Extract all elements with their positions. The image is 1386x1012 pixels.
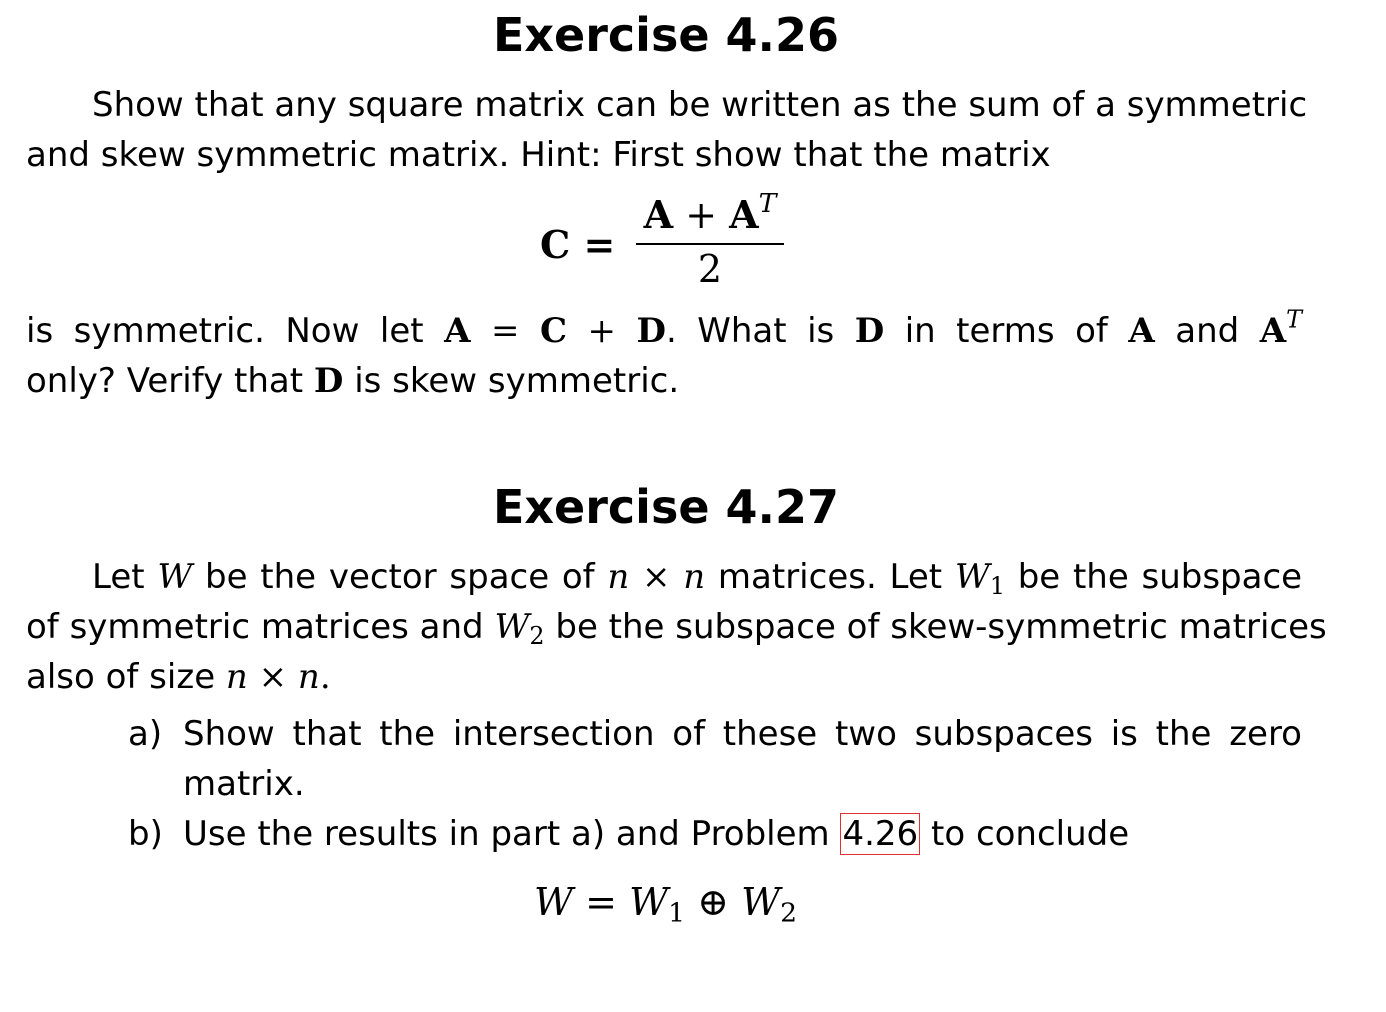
ex426-text-3c: in terms of bbox=[904, 311, 1108, 351]
var-w2 bbox=[494, 607, 545, 650]
a-transpose bbox=[1259, 305, 1302, 351]
var-a: A bbox=[444, 311, 471, 351]
var-d: D bbox=[854, 311, 885, 351]
part-b-text-a: Use the results in part a) and Problem bbox=[183, 814, 830, 854]
ex427-text-3a: also of size bbox=[26, 657, 216, 697]
list-label-a: a) bbox=[128, 714, 163, 754]
var-d: D bbox=[313, 361, 344, 401]
var-a: A bbox=[1259, 311, 1287, 351]
var-w: W bbox=[954, 557, 990, 597]
equals-sign: = bbox=[490, 311, 520, 351]
list-label-b: b) bbox=[128, 814, 163, 854]
ex426-text-1: Show that any square matrix can be written as the sum of a symmetric bbox=[92, 85, 1308, 125]
inline-equation bbox=[444, 311, 666, 351]
problem-4-26-link[interactable]: 4.26 bbox=[842, 814, 919, 854]
fraction-numerator bbox=[636, 188, 784, 239]
plus-sign: + bbox=[587, 311, 616, 351]
transpose-superscript: T bbox=[758, 188, 777, 220]
fraction-denominator: 2 bbox=[697, 246, 723, 291]
ex427-text-1d: be the subspace bbox=[1017, 557, 1303, 597]
ex427-text-1a: Let bbox=[92, 557, 145, 597]
ex426-line-2 bbox=[26, 135, 1051, 175]
subscript: 1 bbox=[668, 897, 686, 929]
ex426-line-3 bbox=[26, 305, 1302, 351]
equation-lhs: C = bbox=[540, 222, 616, 267]
subscript: 2 bbox=[529, 621, 545, 650]
plus-sign: + bbox=[685, 193, 718, 237]
ex426-text-3d: and bbox=[1175, 311, 1240, 351]
ex427-line-3 bbox=[26, 657, 331, 697]
var-a: A bbox=[729, 192, 759, 237]
part-b-line-1 bbox=[183, 814, 1130, 854]
direct-sum-symbol: ⊕ bbox=[697, 880, 730, 924]
var-w: W bbox=[629, 880, 669, 924]
ex426-text-4b: is skew symmetric. bbox=[354, 361, 680, 401]
var-w1 bbox=[954, 557, 1005, 600]
subscript: 1 bbox=[989, 571, 1005, 600]
exercise-4-26-title: Exercise 4.26 bbox=[492, 8, 840, 62]
part-b-text-b: to conclude bbox=[931, 814, 1130, 854]
var-w: W bbox=[741, 880, 781, 924]
ex427-text-1b: be the vector space of bbox=[205, 557, 595, 597]
ex427-text-2a: of symmetric matrices and bbox=[26, 607, 484, 647]
ex427-text-1c: matrices. Let bbox=[717, 557, 943, 597]
var-w: W bbox=[494, 607, 530, 647]
var-d: D bbox=[636, 311, 666, 351]
ex426-text-2: and skew symmetric matrix. Hint: First show that the matrix bbox=[26, 135, 1051, 175]
part-a-line-2 bbox=[183, 764, 305, 804]
fraction bbox=[636, 188, 784, 291]
part-a-text-1: Show that the intersection of these two subspaces is the zero bbox=[183, 714, 1302, 754]
n-by-n: n × n bbox=[225, 657, 320, 697]
part-a-line-1 bbox=[183, 714, 1302, 754]
equals-sign: = bbox=[585, 880, 617, 924]
ex427-line-1 bbox=[92, 557, 1303, 600]
part-a-text-2: matrix. bbox=[183, 764, 305, 804]
ex426-text-3a: is symmetric. Now let bbox=[26, 311, 424, 351]
var-w: W bbox=[157, 557, 193, 597]
ex427-text-2b: be the subspace of skew-symmetric matrices bbox=[555, 607, 1327, 647]
n-by-n: n × n bbox=[607, 557, 706, 597]
var-w: W bbox=[534, 880, 574, 924]
ex426-text-3b: . What is bbox=[665, 311, 835, 351]
exercise-4-27-title: Exercise 4.27 bbox=[492, 480, 840, 534]
direct-sum-equation bbox=[534, 880, 798, 929]
ex426-text-4a: only? Verify that bbox=[26, 361, 304, 401]
ex427-line-2 bbox=[26, 607, 1327, 650]
period: . bbox=[319, 657, 331, 697]
ex426-line-1 bbox=[92, 85, 1308, 125]
fraction-bar bbox=[636, 243, 784, 245]
ex426-line-4 bbox=[26, 361, 680, 401]
transpose-superscript: T bbox=[1286, 305, 1302, 334]
var-c: C bbox=[539, 311, 568, 351]
var-a: A bbox=[643, 192, 674, 237]
var-a: A bbox=[1128, 311, 1155, 351]
subscript: 2 bbox=[780, 897, 798, 929]
